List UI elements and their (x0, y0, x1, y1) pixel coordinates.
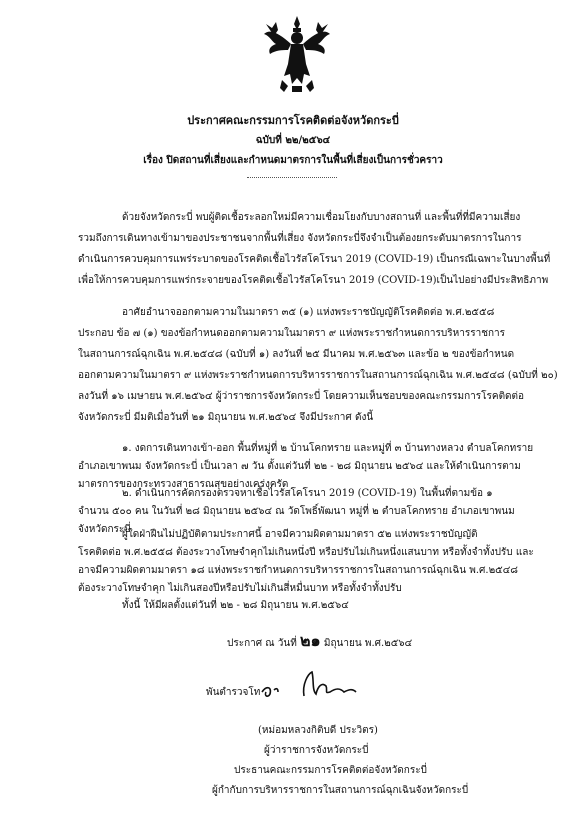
item-2-line: จำนวน ๕๐๐ คน ในวันที่ ๒๘ มิถุนายน ๒๕๖๔ ณ วัดโพธิ์พัฒนา หมู่ที่ ๒ ตำบลโคกทราย อำเภอเขาพนม (78, 506, 515, 517)
authority-line: ในสถานการณ์ฉุกเฉิน พ.ศ.๒๕๔๘ (ฉบับที่ ๑) ลงวันที่ ๒๕ มีนาคม พ.ศ.๒๕๖๓ และข้อ ๒ ของข้อกำหนด (78, 349, 515, 360)
intro-line: เพื่อให้การควบคุมการแพร่กระจายของโรคติดเชื้อไวรัสโคโรนา 2019 (COVID-19)เป็นไปอย่างมีประสิทธิภาพ (78, 275, 549, 286)
intro-line: ด้วยจังหวัดกระบี่ พบผู้ติดเชื้อระลอกใหม่มีความเชื่อมโยงกับบางสถานที่ และพื้นที่ที่มีความเสี่ยง (122, 212, 521, 223)
signer-position-2: ประธานคณะกรรมการโรคติดต่อจังหวัดกระบี่ (234, 765, 427, 776)
announced-prefix: ประกาศ ณ วันที่ (227, 638, 297, 649)
authority-line: อาศัยอำนาจออกตามความในมาตรา ๓๕ (๑) แห่งพระราชบัญญัติโรคติดต่อ พ.ศ.๒๕๕๘ (122, 307, 495, 318)
intro-line: ดำเนินการควบคุมการแพร่ระบาดของโรคติดเชื้อไวรัสโคโรนา 2019 (COVID-19) เป็นกรณีเฉพาะในบางพื้นที่ (78, 254, 551, 265)
signer-position-1: ผู้ว่าราชการจังหวัดกระบี่ (264, 745, 369, 756)
item-2-line: จังหวัดกระบี่ (78, 524, 131, 535)
authority-line: ออกตามความในมาตรา ๙ แห่งพระราชกำหนดการบริหารราชการในสถานการณ์ฉุกเฉิน พ.ศ.๒๕๔๘ (ฉบับที่ ๒๐) (78, 370, 558, 381)
item-1-line: อำเภอเขาพนม จังหวัดกระบี่ เป็นเวลา ๗ วัน ตั้งแต่วันที่ ๒๒ - ๒๘ มิถุนายน ๒๕๖๔ และให้ดำเนินการตาม (78, 461, 521, 472)
effective-date: ทั้งนี้ ให้มีผลตั้งแต่วันที่ ๒๒ - ๒๘ มิถุนายน พ.ศ.๒๕๖๔ (122, 600, 349, 611)
penalty-line: อาจมีความผิดตามมาตรา ๑๘ แห่งพระราชกำหนดการบริหารราชการในสถานการณ์ฉุกเฉิน พ.ศ.๒๕๔๘ (78, 565, 519, 576)
authority-line: ประกอบ ข้อ ๗ (๑) ของข้อกำหนดออกตามความในมาตรา ๙ แห่งพระราชกำหนดการบริหารราชการ (78, 328, 506, 339)
signature-icon (252, 666, 402, 702)
signer-position-3: ผู้กำกับการบริหารราชการในสถานการณ์ฉุกเฉินจังหวัดกระบี่ (212, 785, 469, 796)
document-number: ฉบับที่ ๒๒/๒๕๖๔ (255, 135, 331, 146)
signer-name: (หม่อมหลวงกิติบดี ประวิตร) (258, 725, 378, 736)
authority-line: ลงวันที่ ๑๖ เมษายน พ.ศ.๒๕๖๔ ผู้ว่าราชการจังหวัดกระบี่ โดยความเห็นชอบของคณะกรรมการโรคติดต่อ (78, 391, 525, 402)
penalty-line: ผู้ใดฝ่าฝืนไม่ปฏิบัติตามประกาศนี้ อาจมีความผิดตามมาตรา ๕๒ แห่งพระราชบัญญัติ (122, 529, 478, 540)
signer-rank: พันตำรวจโท (206, 687, 261, 698)
announced-suffix: มิถุนายน พ.ศ.๒๕๖๔ (323, 638, 413, 649)
garuda-emblem-icon (262, 14, 332, 94)
intro-line: รวมถึงการเดินทางเข้ามาของประชาชนจากพื้นที่เสี่ยง จังหวัดกระบี่จึงจำเป็นต้องยกระดับมาตรการในการ (78, 233, 522, 244)
announced-day: ๒๑ (299, 631, 321, 650)
item-1-line: มาตรการของกระทรวงสาธารณสุขอย่างเคร่งครัด (78, 479, 289, 490)
penalty-line: โรคติดต่อ พ.ศ.๒๕๕๘ ต้องระวางโทษจำคุกไม่เกินหนึ่งปี หรือปรับไม่เกินหนึ่งแสนบาท หรือทั้งจำทั้งปรับ และ (78, 547, 534, 558)
item-1-line: ๑. งดการเดินทางเข้า-ออก พื้นที่หมู่ที่ ๒ บ้านโคกทราย และหมู่ที่ ๓ บ้านทางหลวง ตำบลโคกทราย (122, 443, 534, 454)
divider-dots (247, 177, 337, 178)
announced-date (227, 631, 413, 650)
penalty-line: ต้องระวางโทษจำคุก ไม่เกินสองปีหรือปรับไม่เกินสี่หมื่นบาท หรือทั้งจำทั้งปรับ (78, 583, 402, 594)
authority-line: จังหวัดกระบี่ มีมติเมื่อวันที่ ๒๑ มิถุนายน พ.ศ.๒๕๖๔ จึงมีประกาศ ดังนี้ (78, 412, 374, 423)
document-title: ประกาศคณะกรรมการโรคติดต่อจังหวัดกระบี่ (187, 114, 399, 127)
document-subject: เรื่อง ปิดสถานที่เสี่ยงและกำหนดมาตรการในพื้นที่เสี่ยงเป็นการชั่วคราว (143, 155, 443, 166)
item-2-line: ๒. ดำเนินการคัดกรองตรวจหาเชื้อไวรัสโคโรนา 2019 (COVID-19) ในพื้นที่ตามข้อ ๑ (122, 488, 493, 499)
